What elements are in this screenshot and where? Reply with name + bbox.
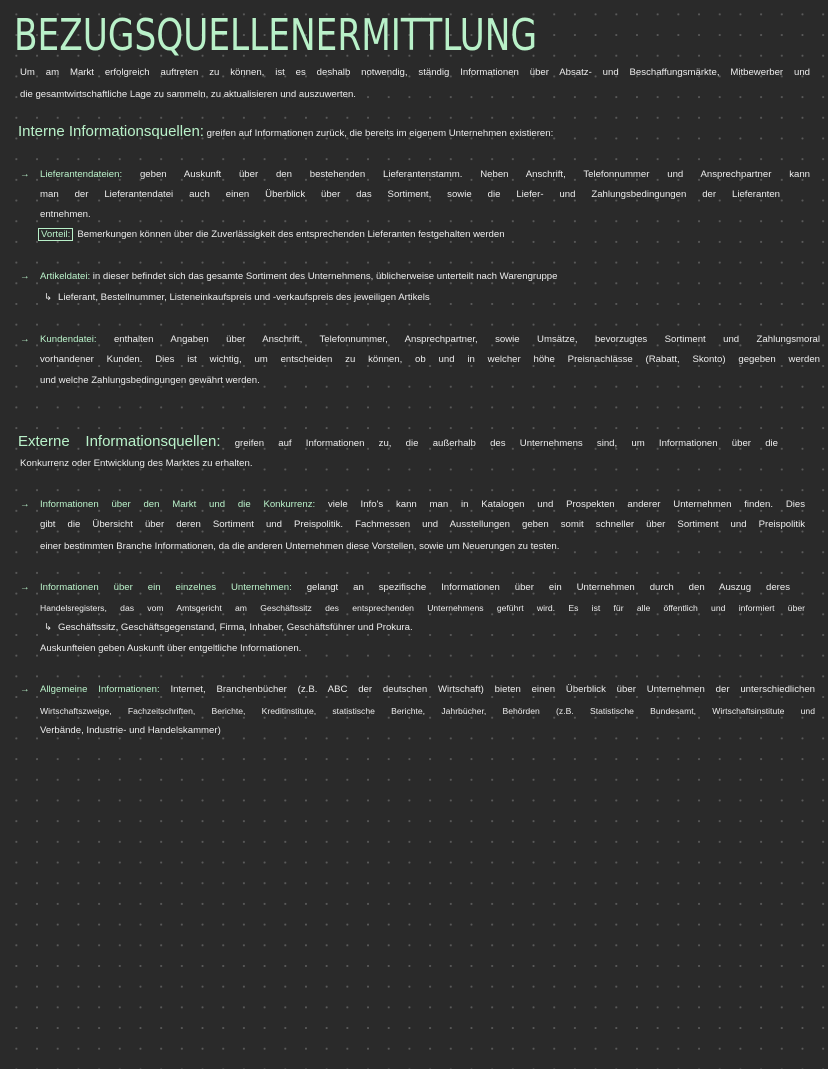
list-item <box>20 581 790 595</box>
externe-section-heading <box>18 433 778 451</box>
vorteil-box: Vorteil: <box>38 228 73 241</box>
arrow-icon: → <box>20 334 30 345</box>
sub-text: Lieferant, Bestellnummer, Listeneinkaufspreis und -verkaufspreis des jeweiligen Artikels <box>58 292 430 303</box>
item-text: Auskunfteien geben Auskunft über entgeltliche Informationen. <box>40 643 302 654</box>
sub-item <box>44 291 430 305</box>
item-label: Allgemeine Informationen: <box>40 684 160 695</box>
intro-line: die gesamtwirtschaftliche Lage zu sammeln, zu aktualisieren und auszuwerten. <box>20 89 356 100</box>
vorteil-note <box>38 228 505 242</box>
sub-arrow-icon: ↳ <box>44 622 53 633</box>
item-text: in dieser befindet sich das gesamte Sortiment des Unternehmens, üblicherweise unterteilt nach Warengruppe <box>92 271 558 282</box>
item-text: vorhandener Kunden. Dies ist wichtig, um entscheiden zu können, ob und in welcher höhe Preisnachlässe (Rabatt, Skonto) gegeben werden <box>40 354 820 365</box>
sub-arrow-icon: ↳ <box>44 292 53 303</box>
item-label: Informationen über den Markt und die Konkurrenz: <box>40 499 316 510</box>
interne-heading: Interne Informationsquellen: <box>18 123 204 140</box>
list-item <box>20 333 820 347</box>
arrow-icon: → <box>20 499 30 510</box>
item-text: man der Lieferantendatei auch einen Überblick über das Sortiment, sowie die Liefer- und Zahlungsbedingungen der Lieferanten <box>40 189 780 200</box>
list-item <box>20 498 805 512</box>
arrow-icon: → <box>20 582 30 593</box>
interne-section-heading <box>18 123 553 141</box>
sub-item <box>44 621 413 635</box>
externe-text: greifen auf Informationen zu, die außerhalb des Unternehmens sind, um Informationen über die <box>234 438 779 449</box>
sub-text: Geschäftssitz, Geschäftsgegenstand, Firma, Inhaber, Geschäftsführer und Prokura. <box>58 622 413 633</box>
item-label: Informationen über ein einzelnes Unternehmen: <box>40 582 292 593</box>
item-label: Kundendatei: <box>40 334 97 345</box>
item-text: gibt die Übersicht über deren Sortiment und Preispolitik. Fachmessen und Ausstellungen geben somit schneller über Sortiment und Preispolitik <box>40 519 805 530</box>
item-text: Internet, Branchenbücher (z.B. ABC der deutschen Wirtschaft) bieten einen Überblick über Unternehmen der unterschiedlichen <box>170 684 815 695</box>
externe-text: Konkurrenz oder Entwicklung des Marktes zu erhalten. <box>20 458 253 469</box>
list-item <box>20 168 810 182</box>
list-item <box>20 270 557 284</box>
intro-line: Um am Markt erfolgreich auftreten zu können, ist es deshalb notwendig, ständig Informationen über Absatz- und Beschaffungsmärkte, Mitbewerber und <box>20 67 810 78</box>
item-label: Lieferantendateien: <box>40 169 123 180</box>
list-item <box>20 683 815 697</box>
item-text: Handelsregisters, das vom Amtsgericht am Geschäftssitz des entsprechenden Unternehmens geführt wird. Es ist für alle öffentlich und informiert über <box>40 603 805 613</box>
item-text: und welche Zahlungsbedingungen gewährt werden. <box>40 375 260 386</box>
item-text: entnehmen. <box>40 209 91 220</box>
item-label: Artikeldatei: <box>40 271 91 282</box>
arrow-icon: → <box>20 684 30 695</box>
vorteil-text: Bemerkungen können über die Zuverlässigkeit des entsprechenden Lieferanten festgehalten werden <box>77 229 505 240</box>
page-title: BEZUGSQUELLENERMITTLUNG <box>14 10 538 61</box>
item-text: viele Info's kann man in Katalogen und Prospekten anderer Unternehmen finden. Dies <box>328 499 806 510</box>
arrow-icon: → <box>20 271 30 282</box>
item-text: einer bestimmten Branche Informationen, da die anderen Unternehmen diese Vorstellen, sowie um Neuerungen zu testen. <box>40 541 560 552</box>
arrow-icon: → <box>20 169 30 180</box>
item-text: geben Auskunft über den bestehenden Lieferantenstamm. Neben Anschrift, Telefonnummer und Ansprechpartner kann <box>139 169 810 180</box>
item-text: Verbände, Industrie- und Handelskammer) <box>40 725 221 736</box>
externe-heading: Externe Informationsquellen: <box>18 433 221 450</box>
interne-text: greifen auf Informationen zurück, die bereits im eigenem Unternehmen existieren: <box>206 128 554 139</box>
item-text: enthalten Angaben über Anschrift, Telefonnummer, Ansprechpartner, sowie Umsätze, bevorzugtes Sortiment und Zahlungsmoral <box>113 334 820 345</box>
item-text: gelangt an spezifische Informationen über ein Unternehmen durch den Auszug deres <box>306 582 790 593</box>
item-text: Wirtschaftszweige, Fachzeitschriften, Berichte, Kreditinstitute, statistische Berichte, Jahrbücher, Behörden (z.B. Statistische Bundesamt, Wirtschaftsinstitute und <box>40 706 815 716</box>
